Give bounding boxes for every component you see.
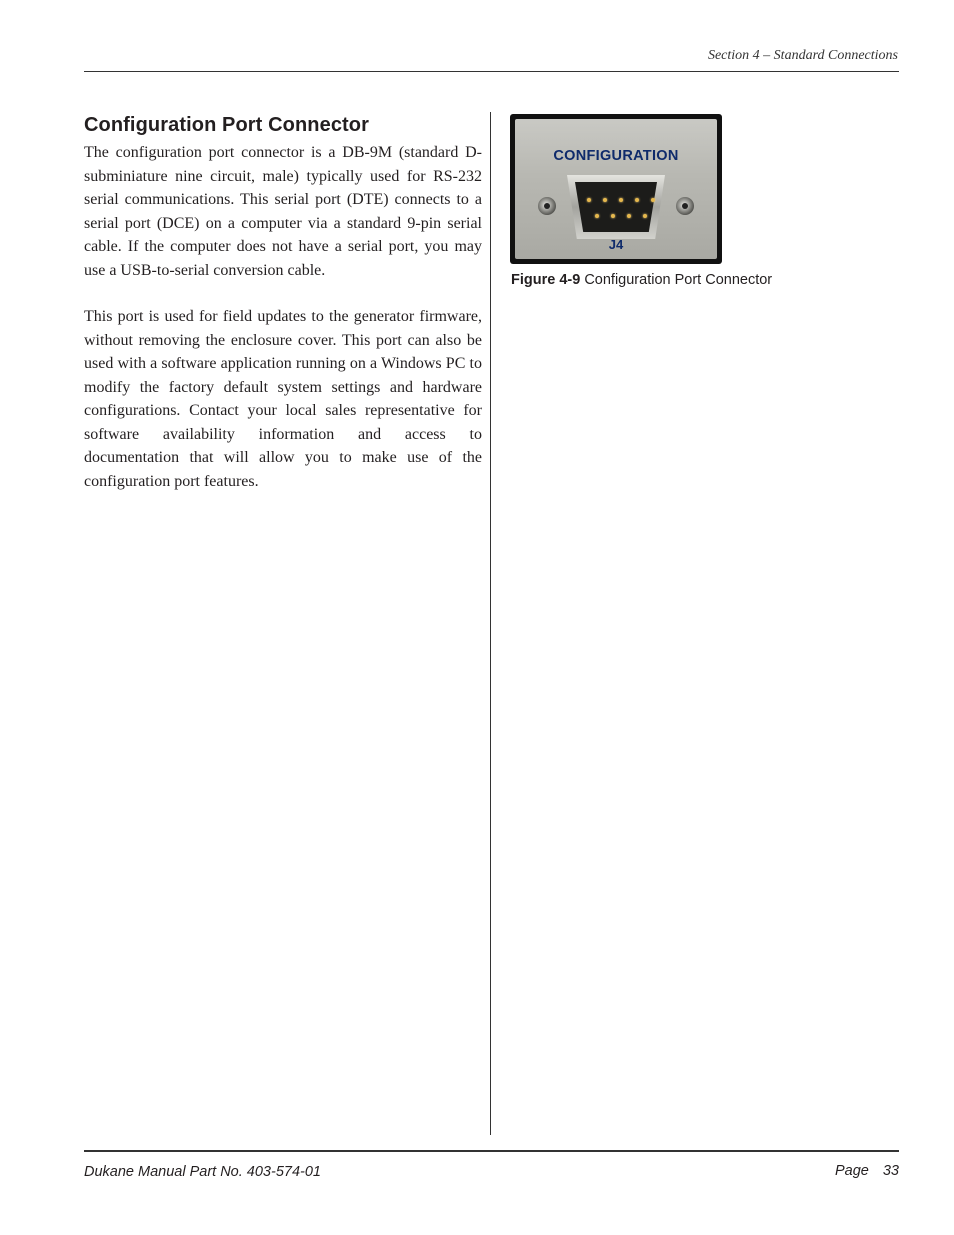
db9-pin-icon [651, 198, 655, 202]
db9-pin-icon [635, 198, 639, 202]
running-header: Section 4 – Standard Connections [707, 48, 898, 63]
caption-number: Figure 4-9 [511, 272, 581, 288]
main-column [84, 114, 482, 516]
db9-pin-icon [627, 214, 631, 218]
db9-pin-icon [619, 198, 623, 202]
paragraph-1: The configuration port connector is a DB-9M (standard D-subminiature nine circuit, male) typically used for RS-232 serial communications. This serial port (DTE) connects to a serial port (DCE) on a computer via a standard 9-pin serial cable. If the computer does not have a serial port, you may use a USB-to-serial conversion cable. [84, 144, 482, 279]
footer-page [835, 1163, 899, 1179]
figure-caption [511, 272, 772, 288]
db9-socket-icon [575, 182, 657, 232]
db9-pin-icon [603, 198, 607, 202]
db9-pin-icon [595, 214, 599, 218]
plate-label: CONFIGURATION [553, 148, 679, 164]
db9-pin-icon [587, 198, 591, 202]
page-label: Page [834, 1163, 869, 1179]
footer-manual: Dukane Manual Part No. 403-574-01 [84, 1164, 321, 1180]
header-rule [84, 71, 899, 72]
connector-label: J4 [608, 237, 624, 252]
column-divider [490, 112, 491, 1135]
section-title: Configuration Port Connector [84, 114, 369, 136]
screw-right-icon [676, 197, 694, 215]
db9-pin-icon [611, 214, 615, 218]
screw-left-icon [538, 197, 556, 215]
connector-plate [515, 119, 717, 259]
db9-pin-icon [643, 214, 647, 218]
connector-photo [510, 114, 722, 264]
paragraph-2: This port is used for field updates to the generator firmware, without removing the enclosure cover. This port can also be used with a software application running on a Windows PC to modify the factory default system settings and hardware configurations. Contact your local sales representative for software availability information and access to documentation that will allow you to make use of the configuration port features. [84, 308, 482, 490]
page-number: 33 [882, 1163, 899, 1179]
caption-text: Configuration Port Connector [584, 272, 773, 288]
footer-rule [84, 1150, 899, 1152]
